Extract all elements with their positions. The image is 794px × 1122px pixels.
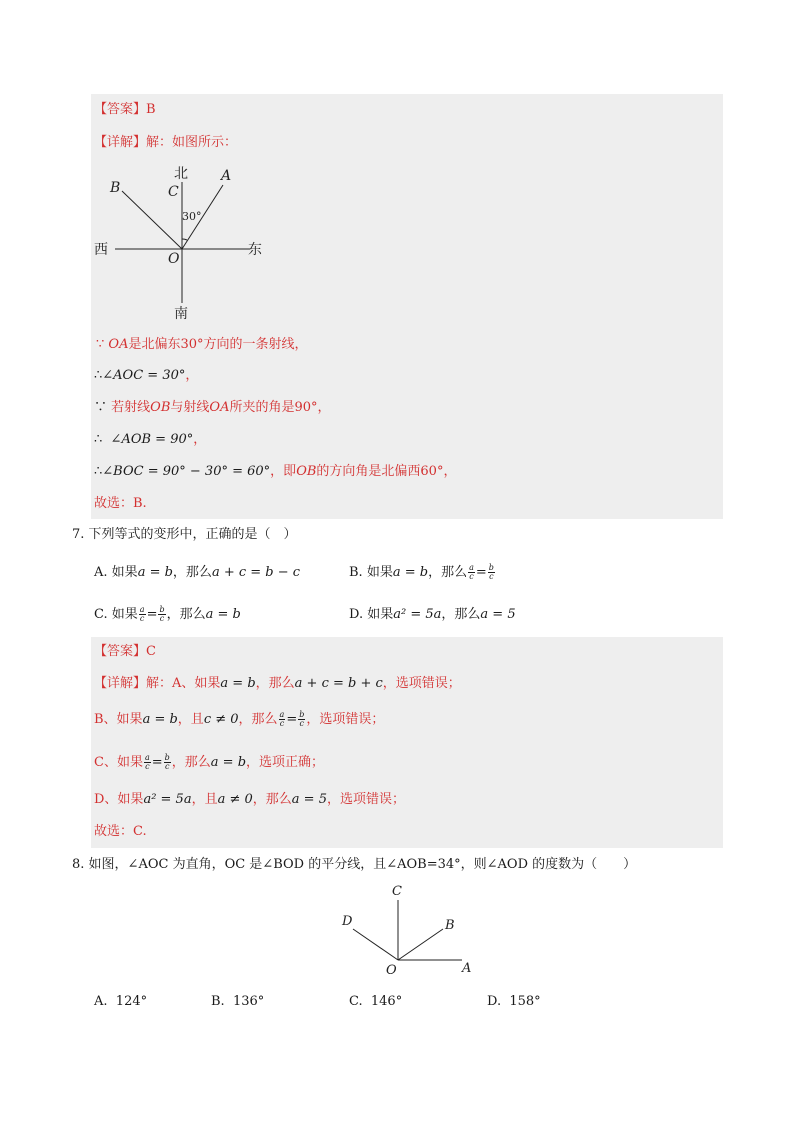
q6-choose: 故选：B.: [94, 496, 147, 511]
fig8-label-A: A: [462, 961, 472, 976]
q8-option-D[interactable]: D. 158°: [487, 994, 541, 1009]
q7-line-1: 【详解】解：A、如果a = b，那么a + c = b + c，选项错误；: [94, 676, 461, 691]
fig8-label-D: D: [342, 914, 353, 929]
q7-option-A[interactable]: A. 如果a = b，那么a + c = b − c: [94, 565, 301, 580]
compass-figure: [90, 160, 280, 320]
label-B: B: [110, 180, 121, 196]
q8-stem: [72, 856, 636, 874]
q8-option-B[interactable]: B. 136°: [211, 994, 265, 1009]
q7-stem: [72, 526, 297, 544]
angle-figure: [330, 880, 480, 980]
q6-answer: 【答案】B: [94, 102, 156, 117]
q8-option-C[interactable]: C. 146°: [349, 994, 403, 1009]
q7-line-2: B、如果a = b，且c ≠ 0，那么 $\frac{a}{c}$ = $\frac{b}{c}$ ，选项错误；: [94, 710, 385, 728]
q7-line-4: D、如果a² = 5a，且a ≠ 0，那么a = 5，选项错误；: [94, 792, 405, 807]
compass-north: 北: [174, 166, 188, 182]
q6-detail: [94, 134, 237, 152]
q6-step-3: ∵ 若射线OB与射线OA所夹的角是90°，: [94, 400, 331, 415]
compass-west: 西: [94, 242, 108, 258]
q6-step-4: ∴ ∠AOB = 90°，: [94, 432, 207, 447]
q7-choose: 故选：C.: [94, 824, 147, 839]
q6-detail-tag: 【详解】: [94, 135, 147, 150]
q7-option-B[interactable]: B. 如果a = b，那么 $\frac{a}{c}$ = $\frac{b}{c}$: [349, 563, 494, 581]
compass-east: 东: [248, 242, 262, 258]
fig8-label-O: O: [386, 963, 397, 978]
label-O: O: [168, 251, 180, 267]
q8-option-A[interactable]: A. 124°: [94, 994, 148, 1009]
q6-step-2: ∴∠AOC = 30°，: [94, 368, 199, 383]
q6-detail-text: 解：如图所示：: [146, 135, 238, 150]
q8-stem-text: 如图，∠AOC 为直角，OC 是∠BOD 的平分线，且∠AOB=34°，则∠AOD 的度数为（ ）: [88, 857, 637, 872]
q8-number: 8.: [72, 857, 85, 872]
answer-block-q7: [91, 637, 723, 848]
fig8-label-C: C: [392, 884, 402, 899]
angle-30: 30°: [182, 210, 202, 223]
q7-answer: 【答案】C: [94, 644, 156, 659]
q7-line-3: C、如果 $\frac{a}{c}$ = $\frac{b}{c}$ ，那么a = b，选项正确；: [94, 753, 325, 771]
label-C: C: [168, 184, 179, 200]
q7-stem-text: 下列等式的变形中，正确的是（ ）: [88, 527, 297, 542]
q7-option-D[interactable]: D. 如果a² = 5a，那么a = 5: [349, 607, 516, 622]
fig8-label-B: B: [445, 918, 455, 933]
compass-south: 南: [174, 306, 188, 320]
label-A: A: [221, 168, 232, 184]
q6-step-5: ∴∠BOC = 90° − 30° = 60°，即OB的方向角是北偏西60°，: [94, 464, 457, 479]
q7-number: 7.: [72, 527, 85, 542]
q7-option-C[interactable]: C. 如果 $\frac{a}{c}$ = $\frac{b}{c}$ ，那么a = b: [94, 605, 241, 623]
q6-step-1: ∵ OA是北偏东30°方向的一条射线，: [96, 337, 308, 352]
